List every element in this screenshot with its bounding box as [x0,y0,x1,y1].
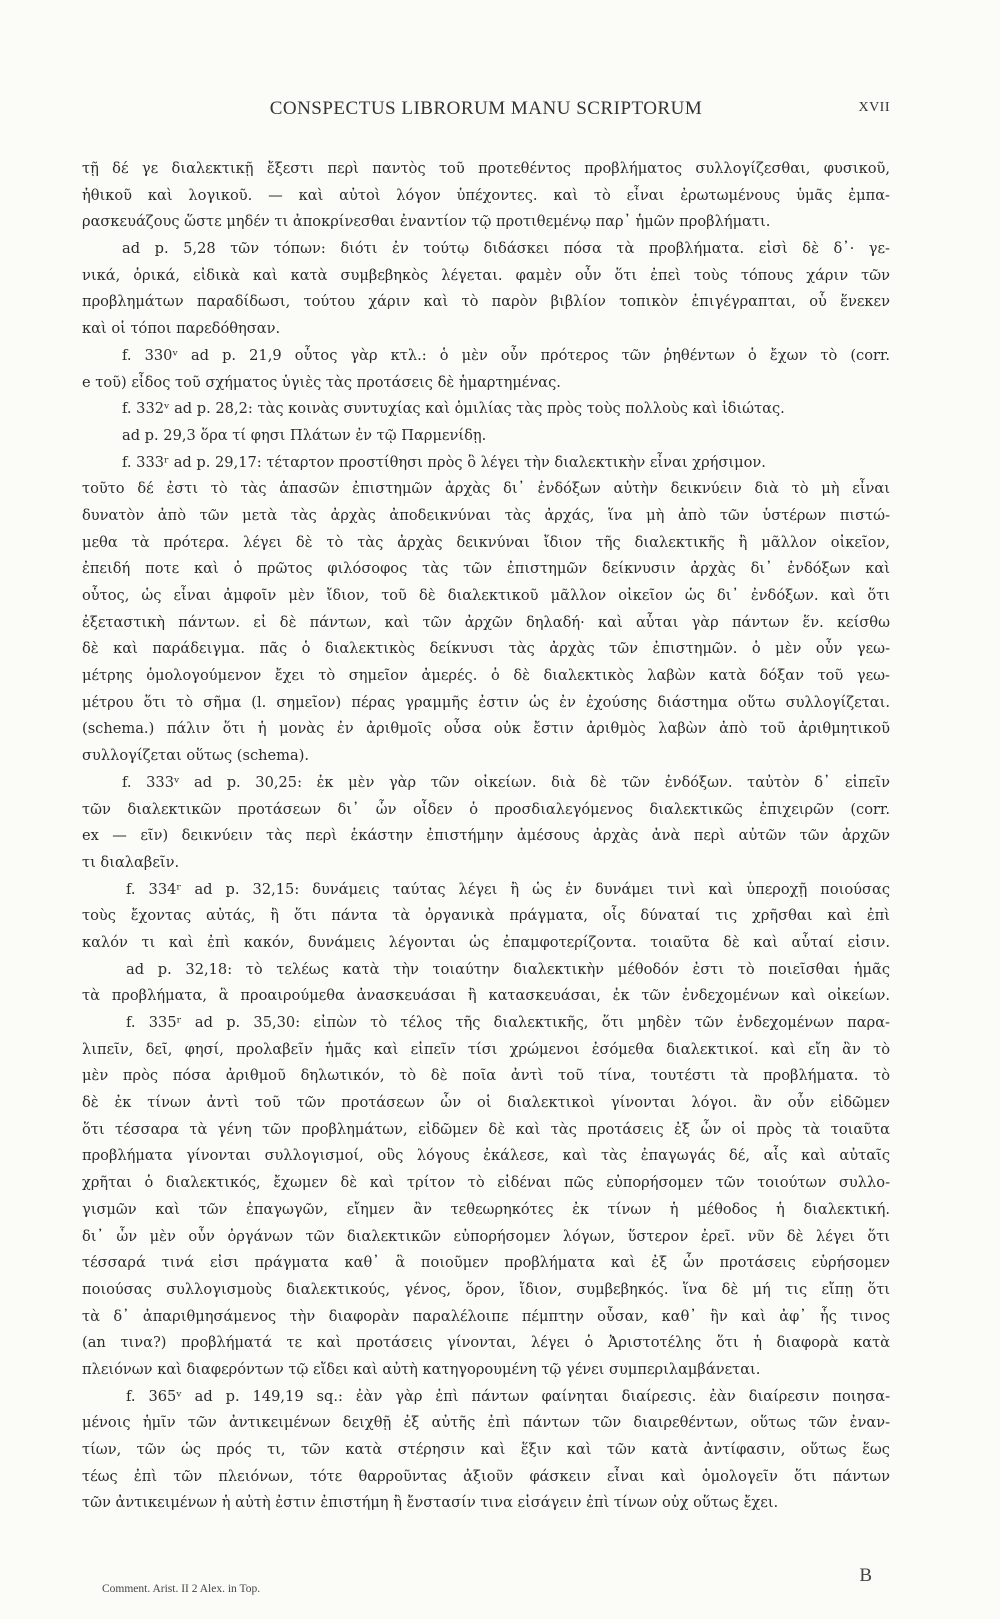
text-line: καλόν τι καὶ ἐπὶ κακόν, δυνάμεις λέγονται ὡς ἐπαμφοτερίζοντα. τοιαῦτα δὲ καὶ αὗταί εἰσιν. [82,933,890,951]
text-line: f. 335ʳ ad p. 35,30: εἰπὼν τὸ τέλος τῆς διαλεκτικῆς, ὅτι μηδὲν τῶν ἐνδεχομένων παρα- [126,1014,890,1031]
text-line: τέσσαρά τινά εἰσι πράγματα καθ᾽ ἃ ποιοῦμεν προβλήματα καὶ ἐξ ὧν προτάσεις εὑρήσομεν [82,1254,890,1272]
text-line: f. 333ʳ ad p. 29,17: τέταρτον προστίθησι πρὸς ὃ λέγει τὴν διαλεκτικὴν εἶναι χρήσιμον. [122,453,766,471]
text-line: τῶν διαλεκτικῶν προτάσεων δι᾽ ὧν οἶδεν ὁ προσδιαλεγόμενος διαλεκτικῶς ἐπιχειρῶν (corr. [82,800,890,818]
text-line: δι᾽ ὧν μὲν οὖν ὀργάνων τῶν διαλεκτικῶν εὐπορήσομεν λόγων, ὕστερον ἐρεῖ. νῦν δὲ λέγει ὅτι [82,1227,890,1245]
text-line: f. 333ᵛ ad p. 30,25: ἐκ μὲν γὰρ τῶν οἰκείων. διὰ δὲ τῶν ἐνδόξων. ταὐτὸν δ᾽ εἰπεῖν [122,773,890,791]
text-line: μὲν πρὸς πόσα ἀριθμοῦ δηλωτικόν, τὸ δὲ ποῖα ἀντὶ τοῦ τίνα, τουτέστι τὰ προβλήματα. τὸ [82,1067,890,1085]
text-line: λιπεῖν, δεῖ, φησί, προλαβεῖν ἡμᾶς καὶ εἰπεῖν τίσι χρώμενοι ἐσόμεθα διαλεκτικοί. καὶ εἴη ἂν τὸ [82,1040,890,1058]
text-line: ποιούσας συλλογισμοὺς διαλεκτικούς, γένος, ὅρον, ἴδιον, συμβεβηκός. ἵνα δὲ μή τις εἴπῃ ὅτι [82,1280,890,1298]
text-line: ρασκευάζους ὥστε μηδέν τι ἀποκρίνεσθαι ἐναντίον τῷ προτιθεμένῳ παρ᾽ ἡμῶν προβλήματι. [82,213,771,231]
text-line: γισμῶν καὶ τῶν ἐπαγωγῶν, εἴημεν ἂν τεθεωρηκότες ἐκ τίνων ἡ μέθοδος ἡ διαλεκτική. [82,1200,890,1218]
text-line: συλλογίζεται οὕτως (schema). [82,747,310,765]
text-line: καὶ οἱ τόποι παρεδόθησαν. [82,320,281,338]
text-line: τὰ προβλήματα, ἃ προαιρούμεθα ἀνασκευάσαι ἢ κατασκευάσαι, ἐκ τῶν ἐνδεχομένων καὶ οἰκείων. [82,987,890,1005]
text-line: e τοῦ) εἶδος τοῦ σχήματος ὑγιὲς τὰς προτάσεις δὲ ἡμαρτημένας. [82,373,561,391]
text-body [82,156,890,1517]
running-header [82,98,890,132]
page-footer [102,1565,890,1607]
text-line: τίων, τῶν ὡς πρός τι, τῶν κατὰ στέρησιν καὶ ἕξιν καὶ τῶν κατὰ ἀντίφασιν, οὕτως ἕως [82,1441,890,1458]
text-line: μένοις ἡμῖν τῶν ἀντικειμένων δειχθῇ ἐξ αὐτῆς ἐπὶ πάντων τῶν διαιρεθέντων, οὕτως τῶν ἐναν- [82,1414,890,1432]
text-line: νικά, ὁρικά, εἰδικὰ καὶ κατὰ συμβεβηκὸς λέγεται. φαμὲν οὖν ὅτι ἐπεὶ τοὺς τόπους χάριν τῶν [82,266,890,284]
text-line: (schema.) πάλιν ὅτι ἡ μονὰς ἐν ἀριθμοῖς οὖσα οὐκ ἔστιν ἀριθμὸς λαβὼν ἀπὸ τοῦ ἀριθμητικοῦ [82,720,890,738]
text-line: μεθα τὰ πρότερα. λέγει δὲ τὸ τὰς ἀρχὰς δεικνύναι ἴδιον τῆς διαλεκτικῆς ἢ μᾶλλον οἰκεῖον, [82,533,890,551]
text-line: (an τινα?) προβλήματά τε καὶ προτάσεις γίνονται, λέγει ὁ Ἀριστοτέλης ὅτι ἡ διαφορὰ κατὰ [82,1334,890,1352]
text-line: τέως ἐπὶ τῶν πλειόνων, τότε θαρροῦντας ἀξιοῦν φάσκειν εἶναι καὶ ὁμολογεῖν ὅτι πάντων [82,1467,890,1485]
text-line: μέτρου ὅτι τὸ σῆμα (l. σημεῖον) πέρας γραμμῆς ἐστιν ὡς ἐν ἐχούσης διάστημα οὕτω συλλογίζεται. [82,693,890,711]
text-line: χρῆται ὁ διαλεκτικός, ἔχωμεν δὲ καὶ τρίτον τὸ εἰδέναι πῶς εὐπορήσομεν τῶν τοιούτων συλλο- [82,1174,890,1192]
text-line: f. 330ᵛ ad p. 21,9 οὗτος γὰρ κτλ.: ὁ μὲν οὖν πρότερος τῶν ῥηθέντων ὁ ἔχων τὸ (corr. [122,346,890,364]
text-line: τοὺς ἔχοντας αὐτάς, ἢ ὅτι πάντα τὰ ὀργανικὰ πράγματα, οἷς δύναταί τις χρῆσθαι καὶ ἐπὶ [82,907,890,925]
text-line: τοῦτο δέ ἐστι τὸ τὰς ἁπασῶν ἐπιστημῶν ἀρχὰς δι᾽ ἐνδόξων αὐτὴν δεικνύειν διὰ τὸ μὴ εἶναι [82,480,890,498]
text-line: ad p. 32,18: τὸ τελέως κατὰ τὴν τοιαύτην διαλεκτικὴν μέθοδόν ἐστι τὸ ποιεῖσθαι ἡμᾶς [126,960,890,978]
text-line: πλειόνων καὶ διαφερόντων τῷ εἴδει καὶ αὐτὴ κατηγορουμένη τῷ γένει συμπεριλαμβάνεται. [82,1360,761,1378]
text-line: ex — εῖν) δεικνύειν τὰς περὶ ἑκάστην ἐπιστήμην ἀμέσους ἀρχὰς ἀνὰ περὶ αὐτῶν τῶν ἀρχῶν [82,827,890,845]
text-line: f. 332ᵛ ad p. 28,2: τὰς κοινὰς συντυχίας καὶ ὁμιλίας τὰς πρὸς τοὺς πολλοὺς καὶ ἰδιώτας. [122,400,785,418]
text-line: τι διαλαβεῖν. [82,853,180,871]
text-line: ἠθικοῦ καὶ λογικοῦ. — καὶ αὐτοὶ λόγον ὑπέχοντες. καὶ τὸ εἶναι ἐρωτωμένους ὑμᾶς ἐμπα- [82,186,890,204]
text-line: τῇ δέ γε διαλεκτικῇ ἔξεστι περὶ παντὸς τοῦ προτεθέντος προβλήματος συλλογίζεσθαι, φυσικοῦ, [82,160,890,177]
text-line: ὅτι τέσσαρα τὰ γένη τῶν προβλημάτων, εἰδῶμεν δὲ καὶ τὰς προτάσεις ἐξ ὧν οἱ πρὸς τὰ τοιαῦτα [82,1120,890,1138]
text-line: δὲ ἐκ τίνων ἀντὶ τοῦ τῶν προτάσεων ὧν οἱ διαλεκτικοὶ γίνονται λόγοι. ἂν οὖν εἰδῶμεν [82,1094,890,1112]
text-line: δὲ καὶ παράδειγμα. πᾶς ὁ διαλεκτικὸς δείκνυσι τὰς ἀρχὰς τῶν ἐπιστημῶν. ὁ μὲν οὖν γεω- [82,640,890,658]
text-line: τῶν ἀντικειμένων ἡ αὐτὴ ἐστιν ἐπιστήμη ἢ ἔνστασίν τινα εἰσάγειν ἐπὶ τίνων οὐχ οὕτως ἔχει. [82,1494,779,1512]
text-line: δυνατὸν ἀπὸ τῶν μετὰ τὰς ἀρχὰς ἀποδεικνύναι τὰς ἀρχάς, ἵνα μὴ ἀπὸ τῶν ὑστέρων πιστώ- [82,506,890,524]
text-line: f. 365ᵛ ad p. 149,19 sq.: ἐὰν γὰρ ἐπὶ πάντων φαίνηται διαίρεσις. ἐὰν διαίρεσιν ποιησα- [126,1387,890,1405]
text-line: ad p. 29,3 ὅρα τί φησι Πλάτων ἐν τῷ Παρμενίδῃ. [122,426,487,444]
text-line: προβλήματα γίνονται συλλογισμοί, οὓς λόγους ἐκάλεσε, καὶ τὰς ἐπαγωγάς δέ, αἷς καὶ αὐταῖς [82,1147,890,1165]
footer-text: Comment. Arist. II 2 Alex. in Top. [102,1583,261,1595]
text-line: οὗτος, ὡς εἶναι ἀμφοῖν μὲν ἴδιον, τοῦ δὲ διαλεκτικοῦ μᾶλλον οἰκεῖον ὡς δι᾽ ἐνδόξων. καὶ ὅτι [82,587,890,604]
text-line: ἐξεταστικὴ πάντων. εἰ δὲ πάντων, καὶ τῶν ἀρχῶν δηλαδή· καὶ αὗται γὰρ πάντων ἕν. κείσθω [82,613,890,631]
text-line: τὰ δ᾽ ἀπαριθμησάμενος τὴν διαφορὰν παραλέλοιπε πέμπτην οὖσαν, καθ᾽ ἣν καὶ ἀφ᾽ ἧς τινος [82,1307,890,1325]
text-line: ἐπειδή ποτε καὶ ὁ πρῶτος φιλόσοφος τὰς τῶν ἐπιστημῶν δείκνυσιν ἀρχὰς δι᾽ ἐνδόξων καὶ [82,560,890,578]
running-title: CONSPECTUS LIBRORUM MANU SCRIPTORUM [269,98,703,119]
text-line: μέτρης ὁμολογούμενον ἔχει τὸ σημεῖον ἀμερές. ὁ δὲ διαλεκτικὸς λαβὼν κατὰ δόξαν τοῦ γεω- [82,667,890,685]
text-line: ad p. 5,28 τῶν τόπων: διότι ἐν τούτῳ διδάσκει πόσα τὰ προβλήματα. εἰσὶ δὲ δ᾽· γε- [122,240,890,258]
text-line: προβλημάτων παραδίδωσι, τούτου χάριν καὶ τὸ παρὸν βιβλίον τοπικὸν ἐπιγέγραπται, οὗ ἕνεκεν [82,293,890,311]
signature-mark: B [859,1565,872,1586]
page-number: XVII [858,100,890,115]
text-line: f. 334ʳ ad p. 32,15: δυνάμεις ταύτας λέγει ἢ ὡς ἐν δυνάμει τινὶ καὶ ὑπεροχῇ ποιούσας [126,880,890,898]
